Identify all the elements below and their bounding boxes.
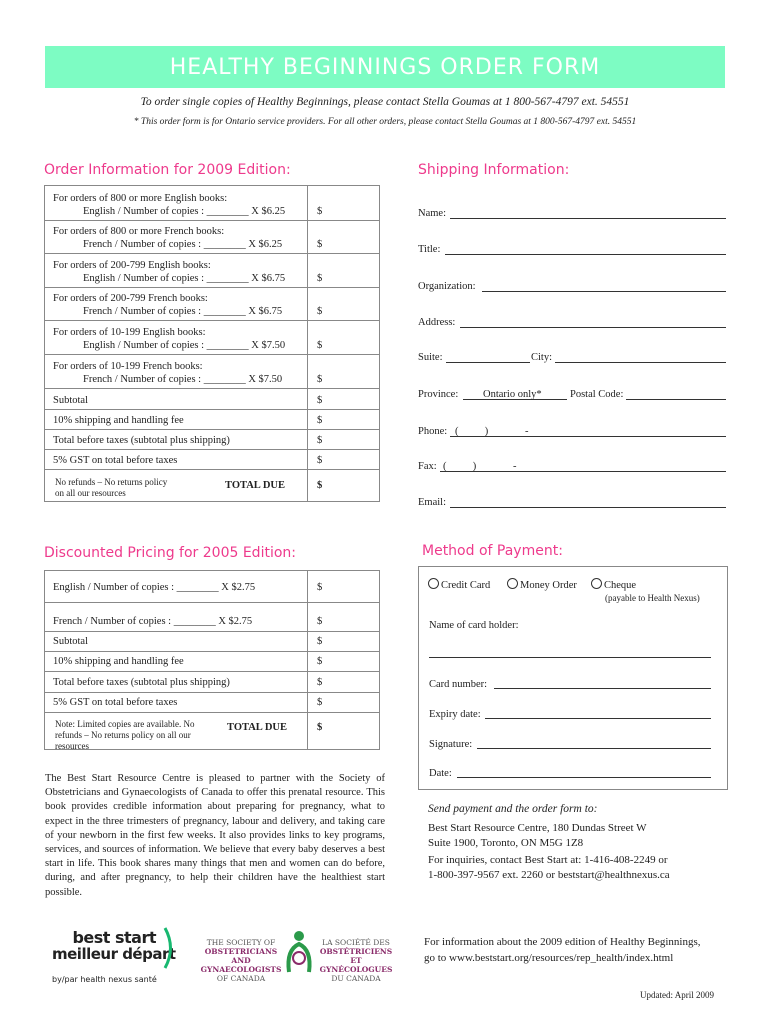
updated-date: Updated: April 2009: [640, 990, 714, 1000]
order-row-1-line1: For orders of 800 or more English books:: [53, 193, 228, 204]
order-total-due-amount[interactable]: $: [317, 480, 323, 491]
signature-label: Signature:: [429, 739, 473, 750]
card-number-field[interactable]: [494, 688, 711, 689]
postal-code-field[interactable]: [626, 399, 726, 400]
discount-english-row[interactable]: English / Number of copies : ________ X $2.75: [53, 582, 256, 593]
cheque-note: (payable to Health Nexus): [605, 593, 700, 603]
best-start-arc-icon: [162, 926, 178, 970]
phone-format: ( ) -: [455, 426, 529, 437]
best-start-logo-line3: by/par health nexus santé: [52, 975, 157, 984]
suite-field[interactable]: [446, 362, 530, 363]
sogc-fr-line2: OBSTÉTRICIENS ET: [319, 947, 393, 965]
more-info-line2[interactable]: go to www.beststart.org/resources/rep_health/index.html: [424, 952, 674, 964]
sogc-emblem-icon: [282, 928, 316, 974]
name-label: Name:: [418, 208, 446, 219]
order-table: [44, 185, 380, 502]
shipping-heading: Shipping Information:: [418, 162, 570, 178]
sogc-french-name: [314, 938, 398, 983]
suite-label: Suite:: [418, 352, 443, 363]
discount-french-amount[interactable]: $: [317, 616, 323, 627]
sogc-fr-line3: GYNÉCOLOGUES: [319, 965, 393, 974]
order-total-due-label: TOTAL DUE: [225, 480, 286, 491]
discount-subtotal-amount[interactable]: $: [317, 636, 323, 647]
title-label: Title:: [418, 244, 441, 255]
order-row-1-line2[interactable]: English / Number of copies : ________ X $6.25: [83, 206, 286, 217]
order-heading: Order Information for 2009 Edition:: [44, 162, 291, 178]
city-label: City:: [531, 352, 553, 363]
order-row-3-line2[interactable]: English / Number of copies : ________ X $6.75: [83, 273, 286, 284]
money-order-label: Money Order: [520, 580, 577, 591]
money-order-option[interactable]: [507, 578, 577, 592]
phone-label: Phone:: [418, 426, 448, 437]
address-label: Address:: [418, 317, 456, 328]
discount-shipping-amount[interactable]: $: [317, 656, 323, 667]
order-row-3-line1: For orders of 200-799 English books:: [53, 260, 211, 271]
order-row-1-amount[interactable]: $: [317, 206, 323, 217]
sogc-fr-line4: DU CANADA: [331, 974, 381, 983]
order-row-5-line2[interactable]: English / Number of copies : ________ X $7.50: [83, 340, 286, 351]
best-start-logo-line2: meilleur départ: [52, 945, 176, 963]
sogc-en-line1: THE SOCIETY OF: [206, 938, 276, 947]
order-shipping-label: 10% shipping and handling fee: [53, 415, 184, 426]
order-row-6-amount[interactable]: $: [317, 374, 323, 385]
form-title: HEALTHY BEGINNINGS ORDER FORM: [45, 46, 725, 88]
sogc-en-line3: GYNAECOLOGISTS: [200, 965, 282, 974]
date-field[interactable]: [457, 777, 711, 778]
discount-total-before-amount[interactable]: $: [317, 677, 323, 688]
discount-english-amount[interactable]: $: [317, 582, 323, 593]
card-number-label: Card number:: [429, 679, 488, 690]
credit-card-option[interactable]: [428, 578, 490, 592]
discount-gst-label: 5% GST on total before taxes: [53, 697, 178, 708]
order-row-2-line2[interactable]: French / Number of copies : ________ X $6.25: [83, 239, 283, 250]
organization-field[interactable]: [482, 291, 726, 292]
discount-note: Note: Limited copies are available. No refunds – No returns policy on all our resources: [55, 719, 195, 751]
signature-field[interactable]: [477, 748, 711, 749]
fax-field[interactable]: [440, 471, 726, 472]
order-total-before-amount[interactable]: $: [317, 435, 323, 446]
money-order-radio[interactable]: [507, 578, 518, 589]
order-total-before-label: Total before taxes (subtotal plus shipping): [53, 435, 230, 446]
discount-shipping-label: 10% shipping and handling fee: [53, 656, 184, 667]
inquiries-line1: For inquiries, contact Best Start at: 1-416-408-2249 or: [428, 854, 668, 866]
payment-box: [418, 566, 728, 790]
order-row-6-line1: For orders of 10-199 French books:: [53, 361, 203, 372]
order-row-3-amount[interactable]: $: [317, 273, 323, 284]
discount-total-due-label: TOTAL DUE: [227, 722, 288, 733]
province-label: Province:: [418, 389, 459, 400]
email-field[interactable]: [450, 507, 726, 508]
email-label: Email:: [418, 497, 446, 508]
more-info-line1: For information about the 2009 edition of Healthy Beginnings,: [424, 936, 701, 948]
discount-subtotal-label: Subtotal: [53, 636, 89, 647]
order-row-4-line1: For orders of 200-799 French books:: [53, 293, 208, 304]
name-field[interactable]: [450, 218, 726, 219]
order-subtotal-label: Subtotal: [53, 395, 89, 406]
order-row-6-line2[interactable]: French / Number of copies : ________ X $7.50: [83, 374, 283, 385]
order-row-5-line1: For orders of 10-199 English books:: [53, 327, 206, 338]
expiry-field[interactable]: [485, 718, 711, 719]
send-to-line1: Best Start Resource Centre, 180 Dundas Street W: [428, 822, 647, 834]
order-shipping-amount[interactable]: $: [317, 415, 323, 426]
card-holder-field[interactable]: [429, 657, 711, 658]
expiry-label: Expiry date:: [429, 709, 481, 720]
cheque-radio[interactable]: [591, 578, 602, 589]
best-start-logo: [52, 928, 182, 984]
credit-card-radio[interactable]: [428, 578, 439, 589]
title-field[interactable]: [445, 254, 726, 255]
cheque-label: Cheque: [604, 580, 637, 591]
order-refund-note: No refunds – No returns policy on all our resources: [55, 477, 168, 498]
date-label: Date:: [429, 768, 452, 779]
sogc-fr-line1: LA SOCIÉTÉ DES: [322, 938, 390, 947]
discount-french-row[interactable]: French / Number of copies : ________ X $2.75: [53, 616, 253, 627]
ontario-note: * This order form is for Ontario service providers. For all other orders, please contact Stella Goumas at 1 800-567-4797 ext. 54551: [133, 117, 637, 127]
payment-heading: Method of Payment:: [422, 543, 563, 559]
order-gst-label: 5% GST on total before taxes: [53, 455, 178, 466]
discount-total-due-amount[interactable]: $: [317, 722, 323, 733]
discount-total-before-label: Total before taxes (subtotal plus shipping): [53, 677, 230, 688]
postal-code-label: Postal Code:: [570, 389, 624, 400]
credit-card-label: Credit Card: [441, 580, 491, 591]
send-to-heading: Send payment and the order form to:: [428, 803, 598, 815]
best-start-logo-line1: best start: [72, 928, 156, 947]
sogc-en-line2: OBSTETRICIANS AND: [204, 947, 278, 965]
order-row-2-amount[interactable]: $: [317, 239, 323, 250]
about-paragraph: The Best Start Resource Centre is pleased to partner with the Society of Obstetricians and Gynaecologists of Canada to offer this prenatal resource. This book provides credible information about preparing for pregnancy, what to expect in the three trimesters of pregnancy, labour and delivery, and taking care of your newborn in the first few weeks. It also provides links to key programs, services, and sources of information. We believe that every baby deserves a best start in life. This book shares many things that men and women can do before, during, and after pregnancy, to help their children have the healthiest start possible.: [45, 773, 385, 898]
sogc-en-line4: OF CANADA: [216, 974, 266, 983]
discount-table: [44, 570, 380, 750]
order-row-4-line2[interactable]: French / Number of copies : ________ X $6.75: [83, 306, 283, 317]
order-subtotal-amount[interactable]: $: [317, 395, 323, 406]
order-row-5-amount[interactable]: $: [317, 340, 323, 351]
order-row-4-amount[interactable]: $: [317, 306, 323, 317]
organization-label: Organization:: [418, 281, 476, 292]
fax-label: Fax:: [418, 461, 437, 472]
discount-gst-amount[interactable]: $: [317, 697, 323, 708]
province-value: Ontario only*: [483, 389, 542, 400]
card-holder-label: Name of card holder:: [429, 620, 519, 631]
send-to-line2: Suite 1900, Toronto, ON M5G 1Z8: [428, 837, 584, 849]
order-gst-amount[interactable]: $: [317, 455, 323, 466]
city-field[interactable]: [555, 362, 726, 363]
intro-text: To order single copies of Healthy Beginnings, please contact Stella Goumas at 1 800-567-4797 ext. 54551: [140, 96, 630, 108]
discount-heading: Discounted Pricing for 2005 Edition:: [44, 545, 296, 561]
fax-format: ( ) -: [443, 461, 517, 472]
order-row-2-line1: For orders of 800 or more French books:: [53, 226, 225, 237]
sogc-english-name: [195, 938, 287, 983]
phone-field[interactable]: [450, 436, 726, 437]
cheque-option[interactable]: [591, 578, 636, 592]
province-field[interactable]: [463, 399, 567, 400]
address-field[interactable]: [460, 327, 726, 328]
inquiries-line2[interactable]: 1-800-397-9567 ext. 2260 or beststart@healthnexus.ca: [428, 869, 670, 881]
